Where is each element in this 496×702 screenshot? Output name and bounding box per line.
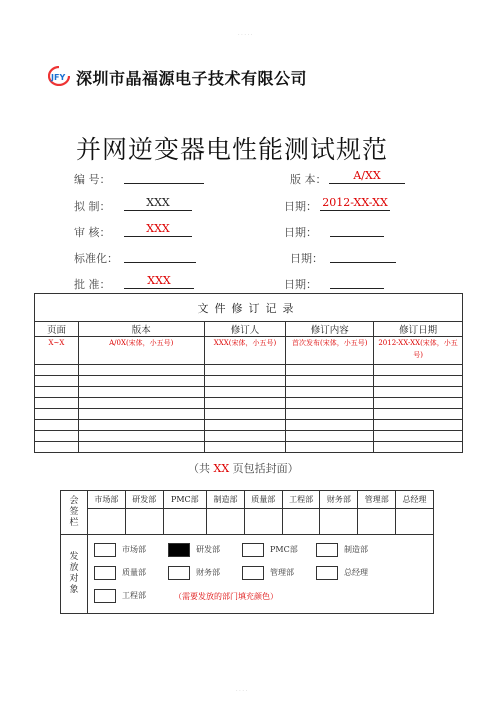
- dept-finance: 财务部: [320, 491, 358, 509]
- col-page: 页面: [35, 322, 79, 337]
- dept-quality: 质量部: [244, 491, 282, 509]
- footer-mark: · · · ·: [236, 688, 248, 694]
- revision-title: 文件修订记录: [35, 294, 463, 322]
- checkbox[interactable]: [242, 566, 264, 580]
- reviewer-field[interactable]: XXX: [124, 222, 192, 237]
- drafter-label: 拟 制：: [74, 200, 111, 213]
- checkbox[interactable]: [94, 543, 116, 557]
- signoff-table: [60, 490, 434, 614]
- drafter-field[interactable]: XXX: [124, 196, 192, 211]
- signoff-label: 会 签 栏: [61, 491, 88, 535]
- number-label: 编 号：: [74, 173, 111, 186]
- distribution-item[interactable]: [94, 589, 146, 603]
- distribution-item-label: 制造部: [344, 545, 368, 554]
- distribution-item[interactable]: [242, 566, 294, 580]
- col-date: 修订日期: [374, 322, 463, 337]
- dept-gm: 总经理: [396, 491, 434, 509]
- sign-cell[interactable]: [244, 509, 282, 535]
- table-row: [35, 420, 463, 431]
- cell-page: X~X: [35, 337, 79, 365]
- checkbox[interactable]: [168, 566, 190, 580]
- checkbox[interactable]: [316, 543, 338, 557]
- table-row: [35, 442, 463, 453]
- table-row: [35, 376, 463, 387]
- dept-manufacturing: 制造部: [207, 491, 245, 509]
- distribution-item[interactable]: [316, 566, 368, 580]
- distribution-item-label: 研发部: [196, 545, 220, 554]
- distribution-area: [88, 535, 434, 614]
- col-content: 修订内容: [286, 322, 374, 337]
- dept-engineering: 工程部: [282, 491, 320, 509]
- cell-date: 2012-XX-XX(宋体，小五号): [374, 337, 463, 365]
- checkbox[interactable]: [242, 543, 264, 557]
- table-row: [35, 337, 463, 365]
- approver-label: 批 准：: [74, 278, 111, 291]
- distribution-item[interactable]: [168, 543, 220, 557]
- svg-text:JFY: JFY: [51, 73, 66, 82]
- sign-cell[interactable]: [396, 509, 434, 535]
- standardization-label: 标准化：: [74, 252, 118, 265]
- checkbox[interactable]: [316, 566, 338, 580]
- table-row: [35, 365, 463, 376]
- sign-cell[interactable]: [88, 509, 126, 535]
- distribution-label: 发 放 对 象: [61, 535, 88, 614]
- sign-cell[interactable]: [282, 509, 320, 535]
- cell-content: 首次发布(宋体，小五号): [286, 337, 374, 365]
- date4-field[interactable]: [330, 274, 384, 289]
- dept-admin: 管理部: [358, 491, 396, 509]
- checkbox[interactable]: [168, 543, 190, 557]
- page-count-note: （共 XX 页包括封面）: [188, 462, 299, 475]
- date2-label: 日期：: [284, 226, 317, 239]
- date1-field[interactable]: 2012-XX-XX: [320, 196, 390, 211]
- standardization-field[interactable]: [124, 248, 196, 263]
- approver-field[interactable]: XXX: [124, 274, 194, 289]
- page-count: XX: [213, 462, 230, 475]
- date3-field[interactable]: [330, 248, 396, 263]
- col-reviser: 修订人: [204, 322, 286, 337]
- table-row: [35, 409, 463, 420]
- company-logo: [48, 66, 70, 86]
- cell-reviser: XXX(宋体，小五号): [204, 337, 286, 365]
- document-title: 并网逆变器电性能测试规范: [76, 135, 389, 164]
- distribution-item-label: PMC部: [270, 545, 298, 554]
- distribution-item-label: 管理部: [270, 568, 294, 577]
- distribution-item-label: 财务部: [196, 568, 220, 577]
- reviewer-label: 审 核：: [74, 226, 111, 239]
- checkbox[interactable]: [94, 589, 116, 603]
- version-label: 版 本：: [290, 173, 327, 186]
- distribution-item[interactable]: [316, 543, 368, 557]
- dept-market: 市场部: [88, 491, 126, 509]
- dept-rd: 研发部: [125, 491, 163, 509]
- date2-field[interactable]: [330, 222, 384, 237]
- checkbox[interactable]: [94, 566, 116, 580]
- distribution-item-label: 质量部: [122, 568, 146, 577]
- revision-table: [34, 293, 463, 453]
- company-name: 深圳市晶福源电子技术有限公司: [76, 69, 308, 88]
- table-row: [35, 387, 463, 398]
- cell-version: A/0X(宋体，小五号): [78, 337, 204, 365]
- distribution-item-label: 工程部: [122, 591, 146, 600]
- table-row: [35, 431, 463, 442]
- distribution-item-label: 市场部: [122, 545, 146, 554]
- header-mark: · · · · ·: [238, 32, 253, 38]
- distribution-item[interactable]: [94, 543, 146, 557]
- sign-cell[interactable]: [358, 509, 396, 535]
- col-version: 版本: [78, 322, 204, 337]
- distribution-item[interactable]: [242, 543, 298, 557]
- sign-cell[interactable]: [163, 509, 206, 535]
- sign-cell[interactable]: [320, 509, 358, 535]
- number-field[interactable]: [124, 169, 204, 184]
- sign-cell[interactable]: [207, 509, 245, 535]
- version-field[interactable]: A/XX: [329, 169, 405, 184]
- distribution-item[interactable]: [94, 566, 146, 580]
- distribution-note: （需要发放的部门填充颜色）: [174, 592, 278, 601]
- date4-label: 日期：: [284, 278, 317, 291]
- date1-label: 日期：: [284, 200, 317, 213]
- table-row: [35, 398, 463, 409]
- distribution-item-label: 总经理: [344, 568, 368, 577]
- dept-pmc: PMC部: [163, 491, 206, 509]
- distribution-item[interactable]: [168, 566, 220, 580]
- sign-cell[interactable]: [125, 509, 163, 535]
- date3-label: 日期：: [290, 252, 323, 265]
